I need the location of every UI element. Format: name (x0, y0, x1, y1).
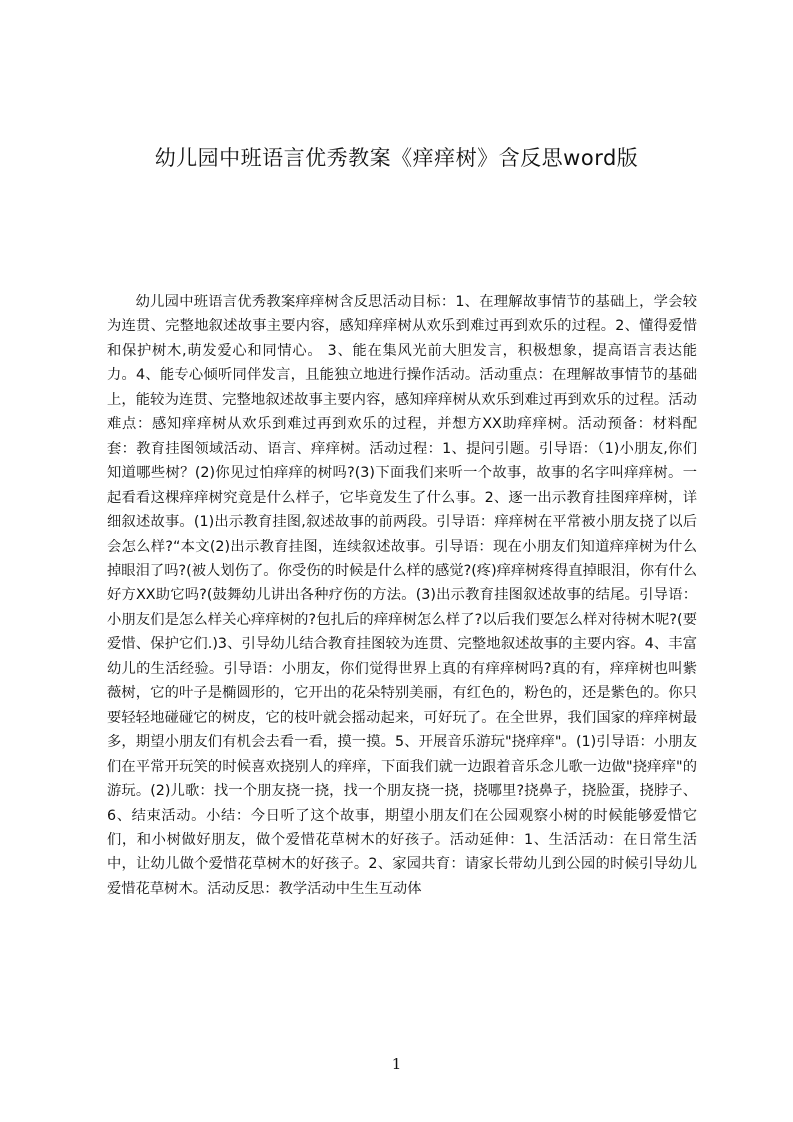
document-body-paragraph: 幼儿园中班语言优秀教案痒痒树含反思活动目标：1、在理解故事情节的基础上，学会较为连贯、完整地叙述故事主要内容，感知痒痒树从欢乐到难过再到欢乐的过程。2、懂得爱惜和保护树木,萌发爱心和同情心。 3、能在集风光前大胆发言，积极想象，提高语言表达能力。4、能专心倾听同伴发言，且能独立地进行操作活动。活动重点：在理解故事情节的基础上，能较为连贯、完整地叙述故事主要内容，感知痒痒树从欢乐到难过再到欢乐的过程。活动难点：感知痒痒树从欢乐到难过再到欢乐的过程，并想方XX助痒痒树。活动预备：材料配套：教育挂图领域活动、语言、痒痒树。活动过程：1、提问引题。引导语：（1)小朋友,你们知道哪些树？(2)你见过怕痒痒的树吗?(3)下面我们来听一个故事，故事的名字叫痒痒树。一起看看这棵痒痒树究竟是什么样子，它毕竟发生了什么事。2、逐一出示教育挂图痒痒树，详细叙述故事。(1)出示教育挂图,叙述故事的前两段。引导语：痒痒树在平常被小朋友挠了以后会怎么样?“本文(2)出示教育挂图，连续叙述故事。引导语：现在小朋友们知道痒痒树为什么掉眼泪了吗?(被人划伤了。你受伤的时候是什么样的感觉?(疼)痒痒树疼得直掉眼泪，你有什么好方XX助它吗?(鼓舞幼儿讲出各种疗伤的方法。(3)出示教育挂图叙述故事的结尾。引导语：小朋友们是怎么样关心痒痒树的?包扎后的痒痒树怎么样了?以后我们要怎么样对待树木呢?(要爱惜、保护它们.)3、引导幼儿结合教育挂图较为连贯、完整地叙述故事的主要内容。4、丰富幼儿的生活经验。引导语：小朋友，你们觉得世界上真的有痒痒树吗?真的有，痒痒树也叫紫薇树，它的叶子是椭圆形的，它开出的花朵特别美丽，有红色的，粉色的，还是紫色的。你只要轻轻地碰碰它的树皮，它的枝叶就会摇动起来，可好玩了。在全世界，我们国家的痒痒树最多，期望小朋友们有机会去看一看，摸一摸。5、开展音乐游玩"挠痒痒"。(1)引导语：小朋友们在平常开玩笑的时候喜欢挠别人的痒痒，下面我们就一边跟着音乐念儿歌一边做"挠痒痒"的游玩。(2)儿歌：找一个朋友挠一挠，找一个朋友挠一挠，挠哪里?挠鼻子，挠脸蛋，挠脖子、6、结束活动。小结：今日听了这个故事，期望小朋友们在公园观察小树的时候能够爱惜它们，和小树做好朋友，做个爱惜花草树木的好孩子。活动延伸：1、生活活动：在日常生活中，让幼儿做个爱惜花草树木的好孩子。2、家园共育：请家长带幼儿到公园的时候引导幼儿爱惜花草树木。活动反思：教学活动中生生互动体 (107, 294, 697, 897)
document-title: 幼儿园中班语言优秀教案《痒痒树》含反思word版 (154, 146, 639, 170)
page-number: 1 (391, 1055, 402, 1073)
